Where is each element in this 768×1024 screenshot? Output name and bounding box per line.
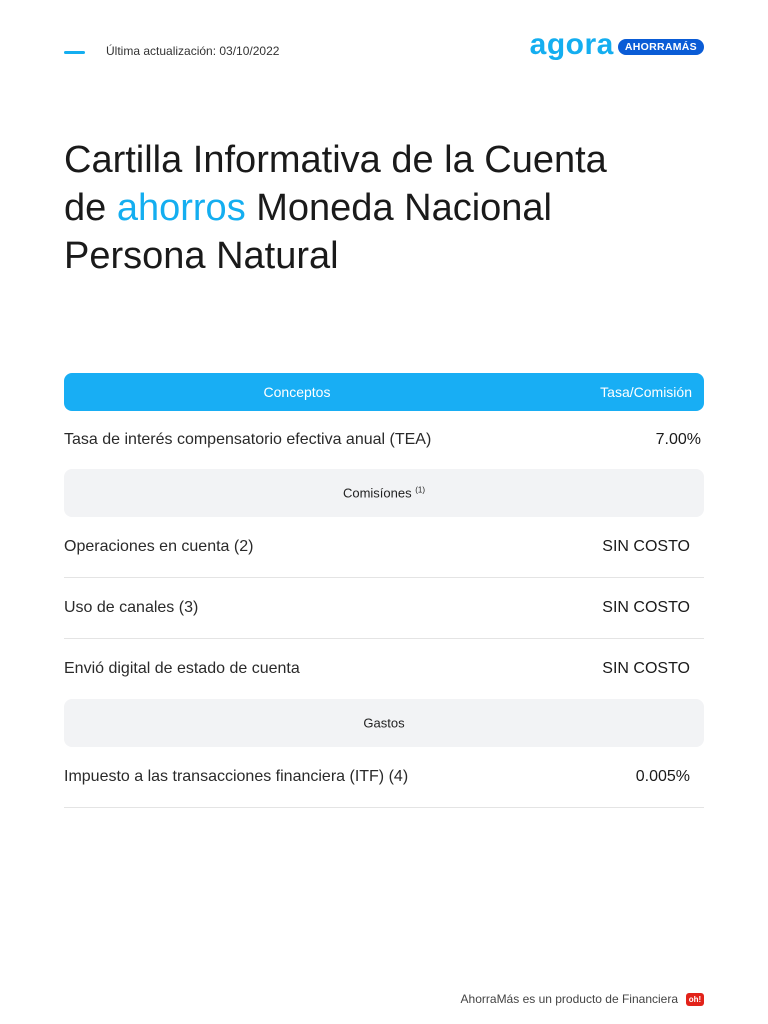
footer-text: AhorraMás es un producto de Financiera xyxy=(460,992,678,1006)
section-title: Gastos xyxy=(363,715,405,731)
section-gastos xyxy=(64,699,704,747)
header-conceptos: Conceptos xyxy=(263,384,331,400)
row-value: 0.005% xyxy=(635,768,690,785)
row-label: Envió digital de estado de cuenta xyxy=(64,660,300,677)
row-value: SIN COSTO xyxy=(602,599,690,616)
row-value: SIN COSTO xyxy=(602,538,690,555)
title-line-2-post: Moneda Nacional xyxy=(256,187,552,229)
table-row xyxy=(64,747,704,808)
footnote-marker: (4) xyxy=(388,768,409,785)
table-row xyxy=(64,639,704,699)
financiera-oh-logo: oh! xyxy=(686,993,704,1006)
accent-dash xyxy=(64,51,85,54)
table-row-tea xyxy=(64,411,704,469)
footnote-marker: (3) xyxy=(178,599,199,616)
row-value: 7.00% xyxy=(655,431,701,448)
row-value: SIN COSTO xyxy=(602,660,690,677)
title-line-1: Cartilla Informativa de la Cuenta xyxy=(64,139,607,181)
table-row xyxy=(64,578,704,639)
section-title: Comisíones xyxy=(342,485,412,501)
table-row xyxy=(64,517,704,578)
section-comisiones xyxy=(64,469,704,517)
page-title xyxy=(64,136,724,280)
row-label: Impuesto a las transacciones financiera (ITF) xyxy=(64,768,385,785)
footnote-marker: (1) xyxy=(415,485,426,495)
rates-table xyxy=(64,373,704,808)
title-accent-word: ahorros xyxy=(116,187,246,229)
table-header xyxy=(64,373,704,411)
top-bar xyxy=(0,0,768,100)
title-line-3: Persona Natural xyxy=(64,235,339,277)
header-tasa-comision: Tasa/Comisión xyxy=(600,384,692,400)
last-updated-text: Última actualización: 03/10/2022 xyxy=(106,44,280,58)
row-label: Operaciones en cuenta xyxy=(64,538,230,555)
row-label: Uso de canales xyxy=(64,599,175,616)
row-label: Tasa de interés compensatorio efectiva anual (TEA) xyxy=(64,431,432,448)
logo-wordmark: agora xyxy=(529,28,614,61)
footnote-marker: (2) xyxy=(233,538,254,555)
agora-logo xyxy=(530,30,704,60)
logo-badge: AHORRAMÁS xyxy=(618,39,704,56)
title-line-2-pre: de xyxy=(64,187,107,229)
footer xyxy=(461,992,704,1006)
